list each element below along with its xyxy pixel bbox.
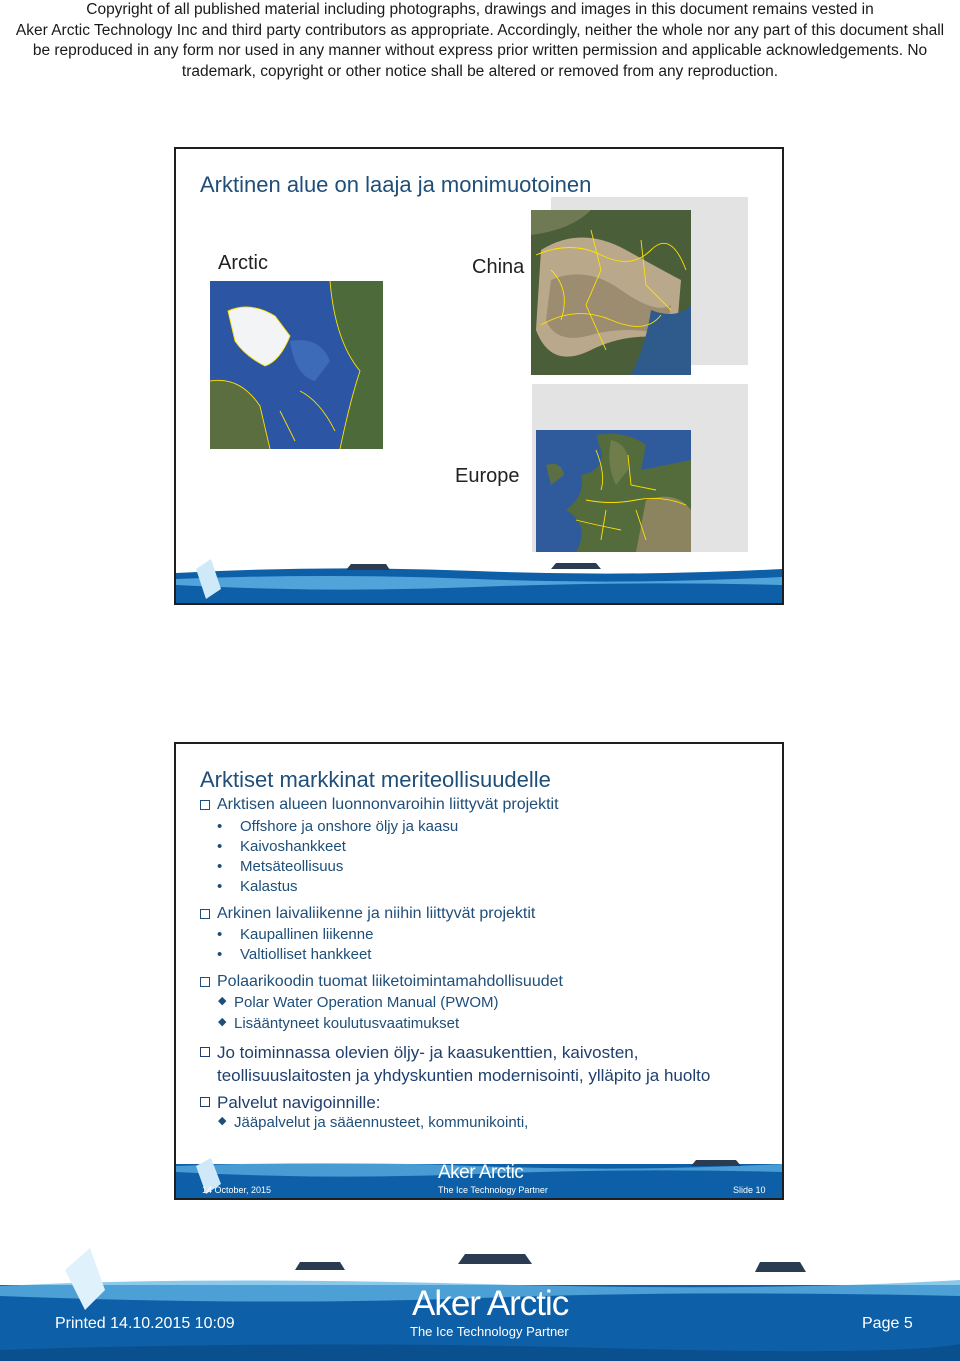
copyright-line: trademark, copyright or other notice shall be altered or removed from any reproduction. [181, 62, 779, 80]
dot-bullet-icon: • [217, 838, 223, 855]
slide-tagline: The Ice Technology Partner [438, 1185, 548, 1195]
bullet-item: Palvelut navigoinnille: [200, 1091, 780, 1114]
square-bullet-icon [200, 1047, 210, 1057]
dot-bullet-icon: • [217, 926, 223, 943]
bullet-item: Arkinen laivaliikenne ja niihin liittyvät projektit [200, 905, 780, 926]
slide-maps [174, 147, 784, 605]
arctic-map [210, 281, 383, 449]
copyright-line: be reproduced in any form nor used in any manner without express prior written permission and applicable acknowledgements. No [32, 42, 928, 59]
sub-bullet-item: ◆ Polar Water Operation Manual (PWOM) [218, 994, 499, 1011]
sub-bullet-item: • Kaupallinen liikenne [217, 926, 374, 943]
square-bullet-icon [200, 800, 210, 810]
sub-bullet-item: ◆ Jääpalvelut ja sääennusteet, kommunikointi, [218, 1114, 529, 1131]
diamond-bullet-icon: ◆ [218, 1115, 227, 1127]
slide-number: Slide 10 [733, 1185, 766, 1195]
printed-timestamp: Printed 14.10.2015 10:09 [55, 1315, 235, 1332]
diamond-bullet-icon: ◆ [218, 995, 227, 1007]
copyright-line: Copyright of all published material including photographs, drawings and images in this document remains vested in [86, 1, 874, 18]
dot-bullet-icon: • [217, 818, 223, 835]
slide-date: 14 October, 2015 [202, 1185, 272, 1195]
europe-label: Europe [455, 465, 520, 487]
sub-bullet-item: • Valtiolliset hankkeet [217, 946, 372, 963]
sub-bullet-item: • Kalastus [217, 878, 298, 895]
dot-bullet-icon: • [217, 878, 223, 895]
square-bullet-icon [200, 909, 210, 919]
china-map [531, 210, 691, 375]
square-bullet-icon [200, 977, 210, 987]
page-footer [0, 1240, 960, 1361]
bullet-continuation: teollisuuslaitosten ja yhdyskuntien modernisointi, ylläpito ja huolto [217, 1066, 711, 1085]
slide-brand-logo: Aker Arctic [438, 1162, 524, 1183]
bullet-list [200, 796, 780, 1135]
slide-markets [174, 742, 784, 1200]
page-brand-logo: Aker Arctic [412, 1284, 569, 1323]
diamond-bullet-icon: ◆ [218, 1016, 227, 1028]
page-number: Page 5 [862, 1315, 913, 1332]
bullet-item: Jo toiminnassa olevien öljy- ja kaasukenttien, kaivosten, [200, 1041, 780, 1064]
arctic-label: Arctic [218, 252, 268, 274]
china-label: China [472, 256, 525, 278]
copyright-notice [0, 0, 960, 82]
page-tagline: The Ice Technology Partner [410, 1324, 569, 1339]
sub-bullet-item: • Kaivoshankkeet [217, 838, 346, 855]
sub-bullet-item: • Offshore ja onshore öljy ja kaasu [217, 818, 459, 835]
slide-title: Arktiset markkinat meriteollisuudelle [200, 767, 551, 792]
wave-band [176, 559, 782, 605]
dot-bullet-icon: • [217, 946, 223, 963]
slide-title: Arktinen alue on laaja ja monimuotoinen [200, 172, 592, 197]
sub-bullet-item: • Metsäteollisuus [217, 858, 344, 875]
copyright-line: Aker Arctic Technology Inc and third party contributors as appropriate. Accordingly, neither the whole nor any part of this document shall [15, 21, 945, 39]
bullet-item: Polaarikoodin tuomat liiketoimintamahdollisuudet [200, 973, 780, 994]
dot-bullet-icon: • [217, 858, 223, 875]
europe-map [536, 430, 691, 552]
bullet-item: Arktisen alueen luonnonvaroihin liittyvät projektit [200, 796, 780, 818]
square-bullet-icon [200, 1097, 210, 1107]
sub-bullet-item: ◆ Lisääntyneet koulutusvaatimukset [218, 1015, 460, 1032]
